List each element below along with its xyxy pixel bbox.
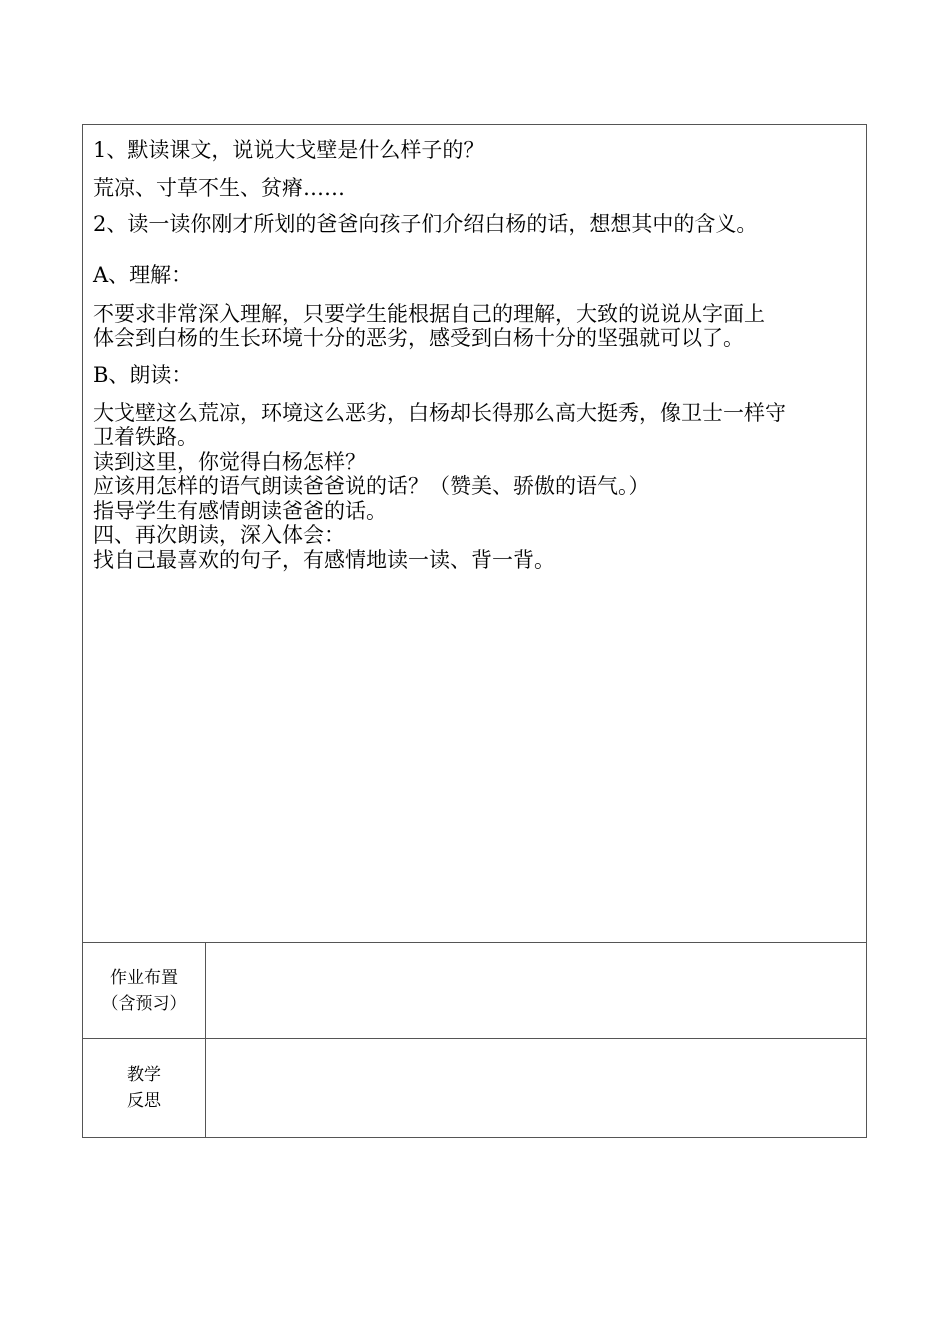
teaching-process-cell [83, 125, 866, 943]
homework-label [83, 943, 206, 1038]
section-four-heading: 四、再次朗读，深入体会： [93, 523, 345, 547]
section-b-line-4: 应该用怎样的语气朗读爸爸说的话？（赞美、骄傲的语气。） [93, 474, 650, 498]
homework-label-line-2: （含预习） [101, 993, 187, 1014]
section-b-heading: B、朗读： [93, 363, 193, 387]
homework-content [206, 943, 866, 1038]
section-b-line-5: 指导学生有感情朗读爸爸的话。 [93, 499, 387, 523]
section-b-line-3: 读到这里，你觉得白杨怎样？ [93, 450, 366, 474]
question-2: 2、读一读你刚才所划的爸爸向孩子们介绍白杨的话，想想其中的含义。 [93, 212, 758, 236]
reflection-label-line-1: 教学 [127, 1065, 161, 1085]
reflection-row [83, 1039, 866, 1137]
homework-row [83, 943, 866, 1039]
section-a-line-1: 不要求非常深入理解，只要学生能根据自己的理解，大致的说说从字面上 [93, 302, 765, 326]
section-b-line-1: 大戈壁这么荒凉，环境这么恶劣，白杨却长得那么高大挺秀，像卫士一样守 [93, 401, 786, 425]
reflection-label [83, 1039, 206, 1137]
section-a-heading: A、理解： [93, 263, 193, 287]
section-a-line-2: 体会到白杨的生长环境十分的恶劣，感受到白杨十分的坚强就可以了。 [93, 326, 744, 350]
section-b-line-2: 卫着铁路。 [93, 425, 198, 449]
homework-label-line-1: 作业布置 [110, 967, 178, 988]
lesson-plan-table [82, 124, 867, 1138]
section-four-line-1: 找自己最喜欢的句子，有感情地读一读、背一背。 [93, 548, 555, 572]
reflection-content [206, 1039, 866, 1137]
answer-1: 荒凉、寸草不生、贫瘠…… [93, 176, 345, 200]
reflection-label-line-2: 反思 [127, 1091, 161, 1111]
question-1: 1、默读课文，说说大戈壁是什么样子的？ [93, 138, 485, 162]
